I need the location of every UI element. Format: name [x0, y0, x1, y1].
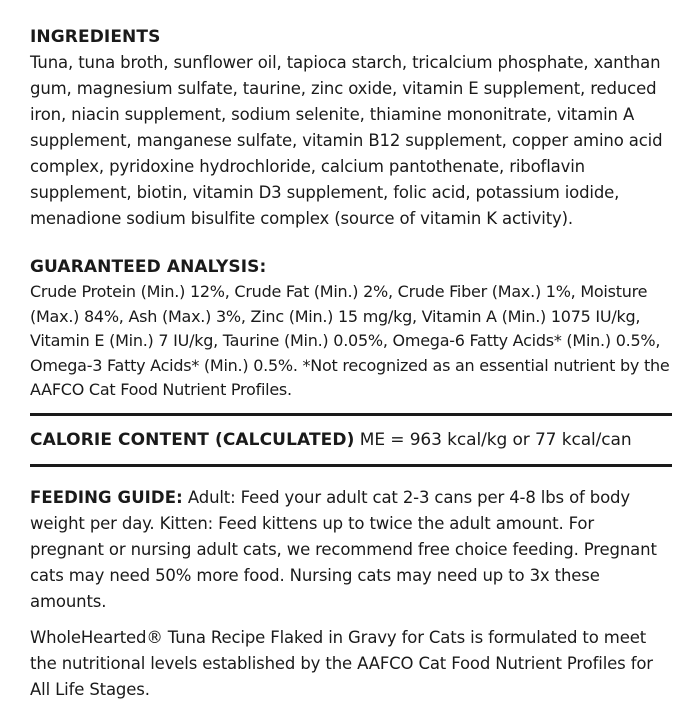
- guaranteed-analysis-text: Crude Protein (Min.) 12%, Crude Fat (Min.) 2%, Crude Fiber (Max.) 1%, Moisture (Max.) 84%, Ash (Max.) 3%, Zinc (Min.) 15 mg/kg, Vitamin A (Min.) 1075 IU/kg, Vitamin E (Min.) 7 IU/kg, Taurine (Min.) 0.05%, Omega-6 Fatty Acids* (Min.) 0.5%, Omega-3 Fatty Acids* (Min.) 0.5%. *Not recognized as an essential nutrient by the AAFCO Cat Food Nutrient Profiles.: [30, 282, 670, 399]
- ingredients-heading: INGREDIENTS: [30, 27, 161, 47]
- calorie-content-heading: CALORIE CONTENT (CALCULATED): [30, 429, 355, 450]
- calorie-content-value: ME = 963 kcal/kg or 77 kcal/can: [354, 429, 632, 450]
- guaranteed-analysis-section: [30, 254, 672, 403]
- ingredients-section: [30, 24, 672, 232]
- nutrition-label: [30, 24, 672, 703]
- ingredients-text: Tuna, tuna broth, sunflower oil, tapioca starch, tricalcium phosphate, xanthan gum, magnesium sulfate, taurine, zinc oxide, vitamin E supplement, reduced iron, niacin supplement, sodium selenite, thiamine mononitrate, vitamin A supplement, manganese sulfate, vitamin B12 supplement, copper amino acid complex, pyridoxine hydrochloride, calcium pantothenate, riboflavin supplement, biotin, vitamin D3 supplement, folic acid, potassium iodide, menadione sodium bisulfite complex (source of vitamin K activity).: [30, 53, 663, 228]
- aafco-statement: WholeHearted® Tuna Recipe Flaked in Gravy for Cats is formulated to meet the nutritional levels established by the AAFCO Cat Food Nutrient Profiles for All Life Stages.: [30, 627, 653, 699]
- feeding-guide-heading: FEEDING GUIDE:: [30, 487, 183, 507]
- section-spacer: [30, 403, 672, 413]
- calorie-content-section: [30, 416, 672, 464]
- section-spacer: [30, 232, 672, 254]
- feeding-guide-section: [30, 467, 672, 615]
- feeding-guide-text: Adult: Feed your adult cat 2-3 cans per 4-8 lbs of body weight per day. Kitten: Feed kittens up to twice the adult amount. For pregnant or nursing adult cats, we recommend free choice feeding. Pregnant cats may need 50% more food. Nursing cats may need up to 3x these amounts.: [30, 487, 657, 611]
- guaranteed-analysis-heading: GUARANTEED ANALYSIS:: [30, 257, 267, 277]
